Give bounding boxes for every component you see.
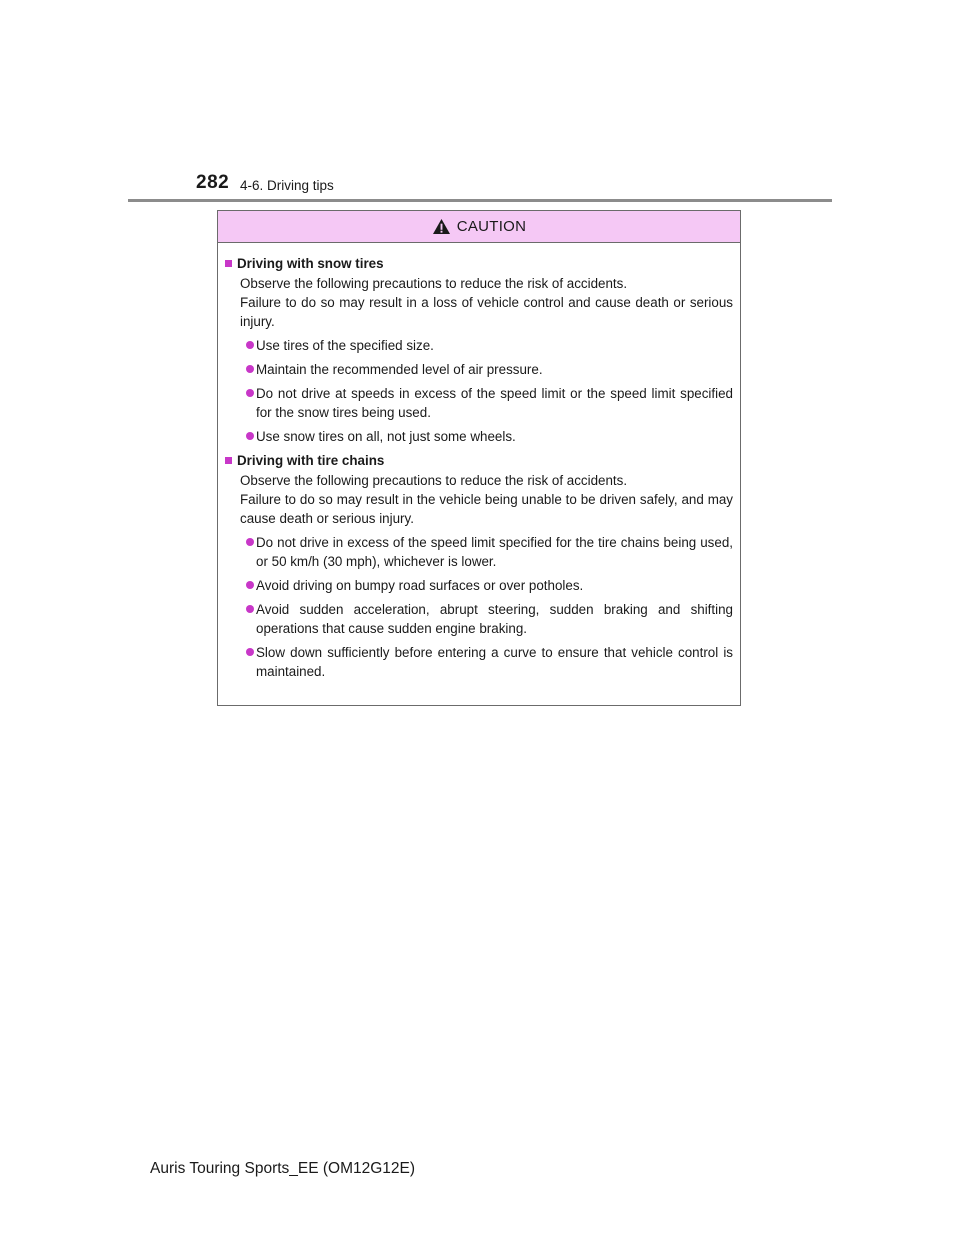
dot-bullet-icon (246, 648, 254, 656)
list-item (225, 427, 733, 446)
caution-box (217, 210, 741, 706)
list-item (225, 643, 733, 681)
list-item-text: Avoid sudden acceleration, abrupt steering, sudden braking and shifting operations that cause sudden engine braking. (256, 602, 733, 636)
list-item-text: Slow down sufficiently before entering a curve to ensure that vehicle control is maintained. (256, 645, 733, 679)
dot-bullet-icon (246, 538, 254, 546)
section-intro (225, 471, 733, 528)
square-bullet-icon (225, 260, 232, 267)
dot-bullet-icon (246, 389, 254, 397)
dot-bullet-icon (246, 581, 254, 589)
section-heading-text: Driving with tire chains (237, 453, 385, 468)
section-heading (225, 451, 733, 470)
list-item-text: Do not drive in excess of the speed limit specified for the tire chains being used, or 50 km/h (30 mph), whichever is lower. (256, 535, 733, 569)
list-item-text: Maintain the recommended level of air pressure. (256, 362, 543, 377)
intro-line: Observe the following precautions to reduce the risk of accidents. (240, 473, 628, 488)
list-item (225, 600, 733, 638)
section-heading-text: Driving with snow tires (237, 256, 384, 271)
dot-bullet-icon (246, 432, 254, 440)
list-item (225, 533, 733, 571)
dot-bullet-icon (246, 605, 254, 613)
list-item-text: Use tires of the specified size. (256, 338, 434, 353)
section-heading (225, 254, 733, 273)
square-bullet-icon (225, 457, 232, 464)
list-item (225, 336, 733, 355)
caution-body (218, 243, 740, 681)
list-item (225, 360, 733, 379)
page-number: 282 (196, 172, 230, 193)
caution-header (218, 211, 740, 243)
list-item-text: Use snow tires on all, not just some wheels. (256, 429, 516, 444)
list-item-text: Do not drive at speeds in excess of the speed limit or the speed limit specified for the snow tires being used. (256, 386, 733, 420)
intro-line: Observe the following precautions to reduce the risk of accidents. (240, 276, 628, 291)
list-item (225, 576, 733, 595)
dot-bullet-icon (246, 365, 254, 373)
dot-bullet-icon (246, 341, 254, 349)
caution-label: CAUTION (456, 218, 527, 235)
section-intro (225, 274, 733, 331)
intro-line: Failure to do so may result in a loss of vehicle control and cause death or serious injury. (240, 295, 733, 329)
section-tire-chains (225, 451, 733, 681)
list-item (225, 384, 733, 422)
section-snow-tires (225, 254, 733, 446)
footer-manual-id: Auris Touring Sports_EE (OM12G12E) (150, 1160, 416, 1177)
header-rule (128, 199, 832, 202)
section-title: 4-6. Driving tips (240, 178, 334, 193)
intro-line: Failure to do so may result in the vehicle being unable to be driven safely, and may cause death or serious injury. (240, 492, 733, 526)
warning-triangle-icon (432, 218, 451, 235)
list-item-text: Avoid driving on bumpy road surfaces or over potholes. (256, 578, 584, 593)
